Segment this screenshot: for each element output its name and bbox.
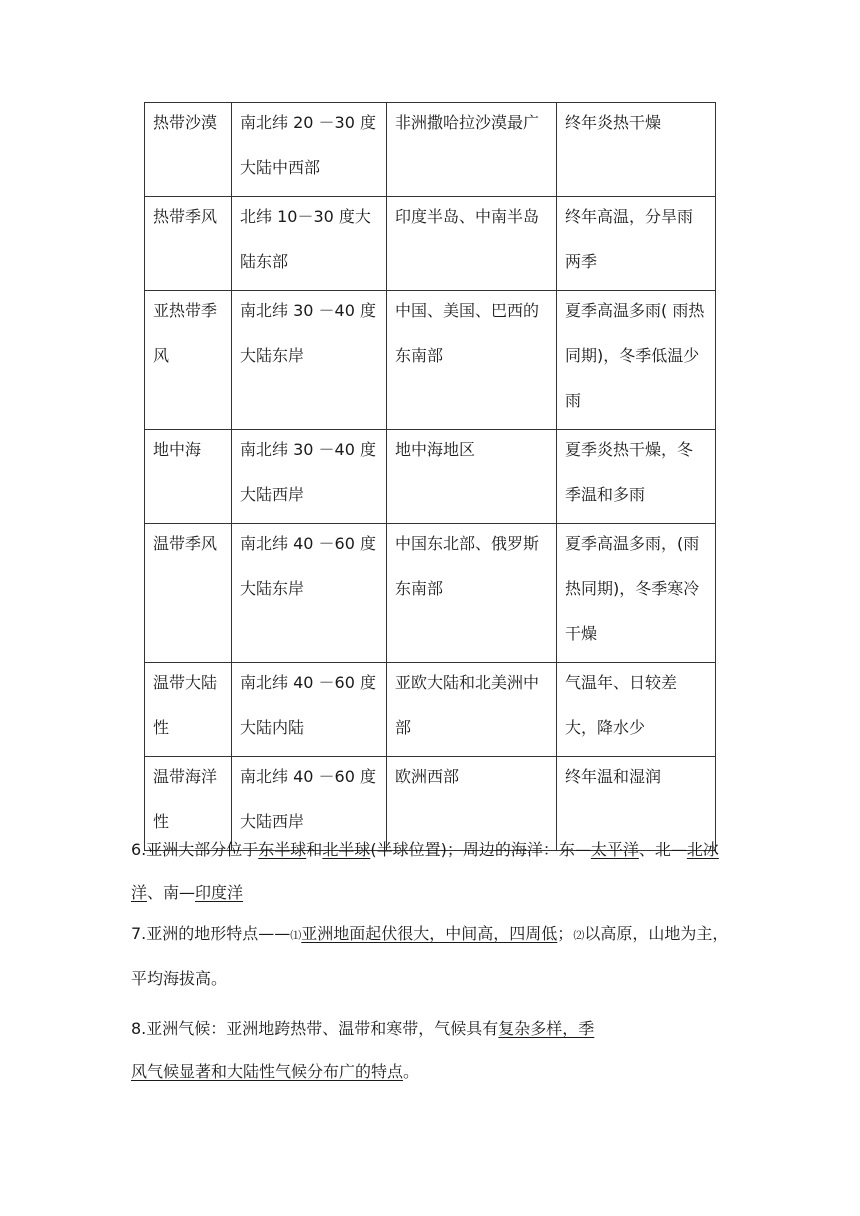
location-cell: 南北纬 40 －60 度大陆西岸 — [232, 757, 387, 851]
paragraph-7 — [131, 912, 741, 1000]
list-marker: ⑴ — [290, 929, 302, 942]
text-run: 、北— — [638, 840, 687, 859]
climate-type-cell: 温带大陆性 — [145, 663, 232, 757]
location-cell: 南北纬 20 －30 度大陆中西部 — [232, 103, 387, 197]
table-row — [145, 291, 716, 430]
text-run: (半球位置)；周边的海洋：东— — [370, 840, 591, 859]
paragraph-8 — [131, 1007, 651, 1093]
climate-type-cell: 温带海洋性 — [145, 757, 232, 851]
location-cell: 南北纬 30 －40 度大陆西岸 — [232, 430, 387, 524]
location-cell: 南北纬 40 －60 度大陆东岸 — [232, 524, 387, 663]
region-cell: 欧洲西部 — [387, 757, 557, 851]
answer-underlined: 印度洋 — [195, 883, 244, 902]
table-row — [145, 197, 716, 291]
feature-cell: 夏季高温多雨( 雨热同期)，冬季低温少雨 — [557, 291, 716, 430]
answer-underlined: 复杂多样，季 — [498, 1019, 595, 1038]
climate-type-cell: 热带季风 — [145, 197, 232, 291]
location-cell: 北纬 10－30 度大陆东部 — [232, 197, 387, 291]
text-run: 、南— — [147, 883, 196, 902]
table-row — [145, 524, 716, 663]
region-cell: 中国、美国、巴西的东南部 — [387, 291, 557, 430]
answer-underlined: 北半球 — [322, 840, 371, 859]
text-run: 6.亚洲大部分位于 — [131, 840, 259, 859]
feature-cell: 夏季高温多雨，(雨热同期)，冬季寒冷干燥 — [557, 524, 716, 663]
climate-type-cell: 地中海 — [145, 430, 232, 524]
region-cell: 地中海地区 — [387, 430, 557, 524]
region-cell: 印度半岛、中南半岛 — [387, 197, 557, 291]
feature-cell: 终年高温，分旱雨两季 — [557, 197, 716, 291]
climate-type-cell: 热带沙漠 — [145, 103, 232, 197]
text-run: 8.亚洲气候：亚洲地跨热带、温带和寒带，气候具有 — [131, 1019, 499, 1038]
list-marker: ⑵ — [573, 929, 585, 942]
answer-underlined: 太平洋 — [590, 840, 639, 859]
climate-type-cell: 温带季风 — [145, 524, 232, 663]
climate-table — [144, 102, 716, 851]
text-run: 以高原，山地为主，平均海拔高。 — [131, 924, 729, 988]
region-cell: 亚欧大陆和北美洲中部 — [387, 663, 557, 757]
text-run: 。 — [403, 1062, 420, 1081]
region-cell: 非洲撒哈拉沙漠最广 — [387, 103, 557, 197]
answer-underlined: 北冰洋 — [131, 840, 719, 902]
answer-underlined: 亚洲地面起伏很大，中间高，四周低 — [301, 924, 558, 943]
answer-underlined: 风气候显著和大陆性气候分布广的特点 — [131, 1062, 404, 1081]
table-row — [145, 430, 716, 524]
feature-cell: 夏季炎热干燥，冬季温和多雨 — [557, 430, 716, 524]
text-run: ； — [557, 924, 574, 943]
location-cell: 南北纬 30 －40 度大陆东岸 — [232, 291, 387, 430]
feature-cell: 终年炎热干燥 — [557, 103, 716, 197]
answer-underlined: 东半球 — [258, 840, 307, 859]
table-row — [145, 663, 716, 757]
feature-cell: 终年温和湿润 — [557, 757, 716, 851]
region-cell: 中国东北部、俄罗斯东南部 — [387, 524, 557, 663]
text-run: 和 — [306, 840, 323, 859]
feature-cell: 气温年、日较差大，降水少 — [557, 663, 716, 757]
location-cell: 南北纬 40 －60 度大陆内陆 — [232, 663, 387, 757]
text-run: 7.亚洲的地形特点—— — [131, 924, 291, 943]
paragraph-6 — [131, 828, 741, 914]
climate-type-cell: 亚热带季风 — [145, 291, 232, 430]
table-row — [145, 103, 716, 197]
